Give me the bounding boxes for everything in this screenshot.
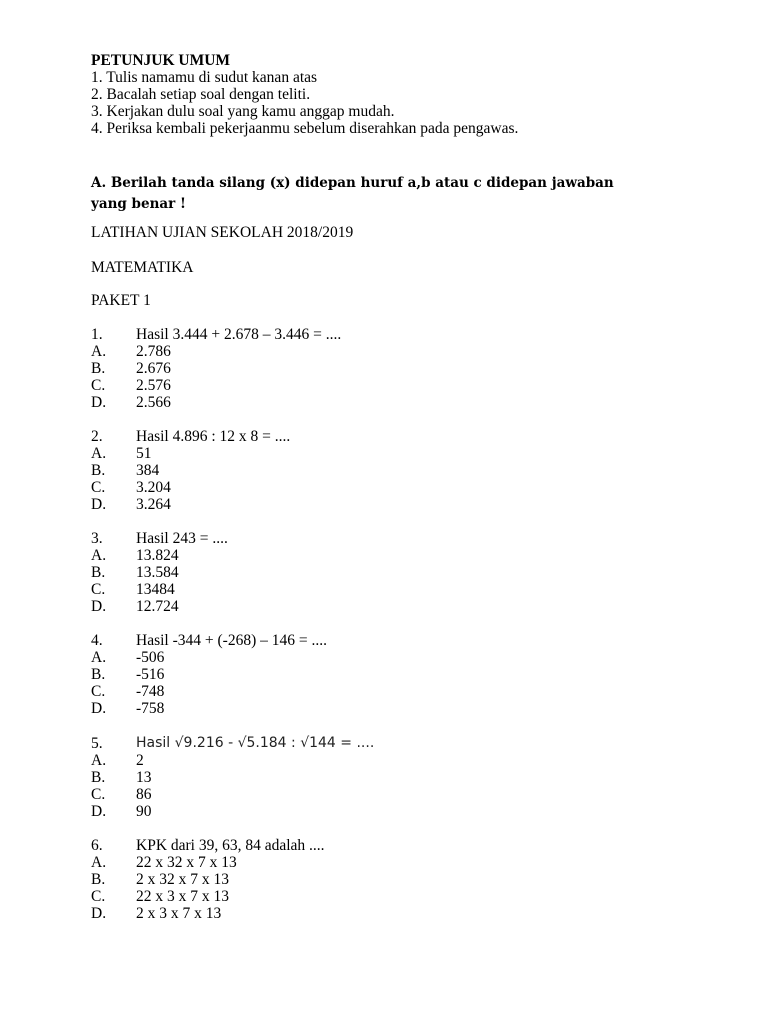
answer-option[interactable] bbox=[91, 445, 651, 462]
question-row bbox=[91, 530, 651, 547]
question-row bbox=[91, 632, 651, 649]
subject-title: MATEMATIKA bbox=[91, 259, 194, 276]
answer-option[interactable] bbox=[91, 888, 651, 905]
instruction-item: 1. Tulis namamu di sudut kanan atas bbox=[91, 69, 318, 86]
option-letter: A. bbox=[91, 343, 107, 360]
question-row bbox=[91, 735, 651, 752]
answer-option[interactable] bbox=[91, 803, 651, 820]
question-number: 1. bbox=[91, 326, 103, 343]
option-text: 22 x 3 x 7 x 13 bbox=[136, 888, 229, 905]
question-text: Hasil 4.896 : 12 x 8 = .... bbox=[136, 428, 291, 445]
question-row bbox=[91, 326, 651, 343]
option-text: 3.264 bbox=[136, 496, 171, 513]
answer-option[interactable] bbox=[91, 666, 651, 683]
question-number: 3. bbox=[91, 530, 103, 547]
option-letter: D. bbox=[91, 905, 107, 922]
answer-option[interactable] bbox=[91, 683, 651, 700]
option-letter: B. bbox=[91, 666, 106, 683]
option-text: 13 bbox=[136, 769, 152, 786]
option-letter: C. bbox=[91, 479, 106, 496]
option-text: 13.824 bbox=[136, 547, 179, 564]
answer-option[interactable] bbox=[91, 377, 651, 394]
option-text: 3.204 bbox=[136, 479, 171, 496]
question-3 bbox=[91, 530, 651, 615]
question-number: 2. bbox=[91, 428, 103, 445]
instruction-item: 4. Periksa kembali pekerjaanmu sebelum diserahkan pada pengawas. bbox=[91, 120, 519, 137]
option-text: 2 bbox=[136, 752, 144, 769]
option-text: 12.724 bbox=[136, 598, 179, 615]
answer-option[interactable] bbox=[91, 769, 651, 786]
instructions-heading: PETUNJUK UMUM bbox=[91, 52, 231, 69]
answer-option[interactable] bbox=[91, 360, 651, 377]
option-letter: A. bbox=[91, 445, 107, 462]
option-letter: B. bbox=[91, 769, 106, 786]
option-text: -506 bbox=[136, 649, 165, 666]
answer-option[interactable] bbox=[91, 462, 651, 479]
option-text: 384 bbox=[136, 462, 160, 479]
document-page bbox=[91, 52, 691, 922]
question-number: 5. bbox=[91, 735, 103, 752]
answer-option[interactable] bbox=[91, 496, 651, 513]
answer-option[interactable] bbox=[91, 700, 651, 717]
option-letter: C. bbox=[91, 377, 106, 394]
question-1 bbox=[91, 326, 651, 411]
instructions-block bbox=[91, 52, 691, 137]
answer-option[interactable] bbox=[91, 905, 651, 922]
question-6 bbox=[91, 837, 651, 922]
option-text: 51 bbox=[136, 445, 152, 462]
answer-option[interactable] bbox=[91, 752, 651, 769]
question-text: Hasil -344 + (-268) – 146 = .... bbox=[136, 632, 327, 649]
option-letter: C. bbox=[91, 581, 106, 598]
option-letter: A. bbox=[91, 854, 107, 871]
option-text: 2.676 bbox=[136, 360, 171, 377]
option-text: 2 x 32 x 7 x 13 bbox=[136, 871, 229, 888]
section-a-instruction: A. Berilah tanda silang (x) didepan huruf a,b atau c didepan jawaban yang benar ! bbox=[91, 175, 614, 212]
answer-option[interactable] bbox=[91, 343, 651, 360]
option-letter: A. bbox=[91, 547, 107, 564]
question-text: KPK dari 39, 63, 84 adalah .... bbox=[136, 837, 325, 854]
option-letter: C. bbox=[91, 683, 106, 700]
answer-option[interactable] bbox=[91, 786, 651, 803]
answer-option[interactable] bbox=[91, 649, 651, 666]
option-text: -516 bbox=[136, 666, 165, 683]
exam-title: LATIHAN UJIAN SEKOLAH 2018/2019 bbox=[91, 224, 354, 241]
option-text: 13484 bbox=[136, 581, 175, 598]
option-text: 2 x 3 x 7 x 13 bbox=[136, 905, 222, 922]
question-row bbox=[91, 428, 651, 445]
question-5 bbox=[91, 735, 651, 820]
option-letter: B. bbox=[91, 871, 106, 888]
option-letter: D. bbox=[91, 598, 107, 615]
option-text: 90 bbox=[136, 803, 152, 820]
answer-option[interactable] bbox=[91, 581, 651, 598]
question-number: 6. bbox=[91, 837, 103, 854]
option-letter: B. bbox=[91, 360, 106, 377]
question-row bbox=[91, 837, 651, 854]
question-text: Hasil 3.444 + 2.678 – 3.446 = .... bbox=[136, 326, 342, 343]
option-letter: D. bbox=[91, 803, 107, 820]
question-4 bbox=[91, 632, 651, 717]
answer-option[interactable] bbox=[91, 564, 651, 581]
option-letter: B. bbox=[91, 564, 106, 581]
question-text: Hasil 243 = .... bbox=[136, 530, 228, 547]
answer-option[interactable] bbox=[91, 479, 651, 496]
option-text: -748 bbox=[136, 683, 165, 700]
option-text: 86 bbox=[136, 786, 152, 803]
option-letter: D. bbox=[91, 700, 107, 717]
answer-option[interactable] bbox=[91, 854, 651, 871]
answer-option[interactable] bbox=[91, 394, 651, 411]
answer-option[interactable] bbox=[91, 598, 651, 615]
answer-option[interactable] bbox=[91, 547, 651, 564]
option-letter: D. bbox=[91, 394, 107, 411]
option-letter: B. bbox=[91, 462, 106, 479]
option-text: 22 x 32 x 7 x 13 bbox=[136, 854, 237, 871]
package-title: PAKET 1 bbox=[91, 292, 151, 309]
instruction-item: 2. Bacalah setiap soal dengan teliti. bbox=[91, 86, 311, 103]
option-letter: D. bbox=[91, 496, 107, 513]
question-text: Hasil √9.216 - √5.184 : √144 = .... bbox=[136, 735, 375, 751]
option-letter: A. bbox=[91, 649, 107, 666]
option-text: 2.576 bbox=[136, 377, 171, 394]
answer-option[interactable] bbox=[91, 871, 651, 888]
option-letter: C. bbox=[91, 888, 106, 905]
option-letter: C. bbox=[91, 786, 106, 803]
question-2 bbox=[91, 428, 651, 513]
question-number: 4. bbox=[91, 632, 103, 649]
instruction-item: 3. Kerjakan dulu soal yang kamu anggap mudah. bbox=[91, 103, 395, 120]
option-letter: A. bbox=[91, 752, 107, 769]
option-text: -758 bbox=[136, 700, 165, 717]
option-text: 2.786 bbox=[136, 343, 171, 360]
option-text: 13.584 bbox=[136, 564, 179, 581]
option-text: 2.566 bbox=[136, 394, 171, 411]
